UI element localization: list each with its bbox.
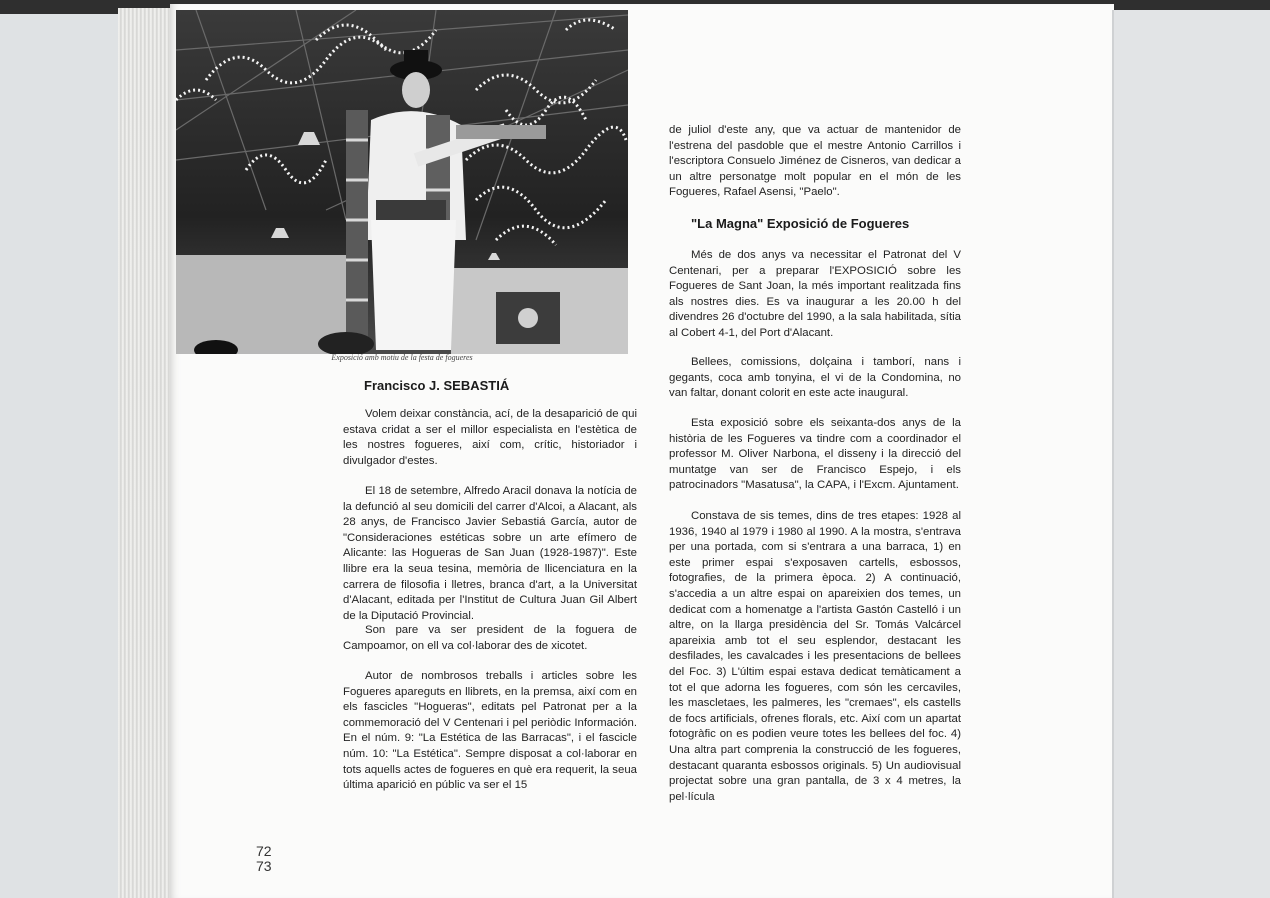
- paragraph-left-3: Son pare va ser president de la foguera de Campoamor, on ell va col·laborar des de xicotet.: [343, 624, 637, 652]
- paragraph-right-2: Bellees, comissions, dolçaina i tamborí, nans i gegants, coca amb tonyina, el vi de la Condomina, no van faltar, donant colorit en este acte inaugural.: [669, 356, 961, 400]
- photo-caption: Exposició amb motiu de la festa de fogueres: [331, 353, 473, 362]
- paragraph-left-4: Autor de nombrosos treballs i articles sobre les Fogueres apareguts en llibrets, en la premsa, així com en els fascicles "Hogueras", editats pel Patronat per a la commemoració del V Centenari i pel periòdic Información. En el núm. 9: "La Estética de las Barracas", i el fascicle núm. 10: "La Estética". Sempre disposat a col·laborar en tots aquells actes de fogueres en què era requerit, la seua última aparició en públic va ser el 15: [343, 670, 637, 792]
- paragraph-right-intro: de juliol d'este any, que va actuar de mantenidor de l'estrena del pasdoble que el mestre Antonio Carrillos i l'escriptora Consuelo Jiménez de Cisneros, van dedicar a un altre personatge molt popular en el món de les Fogueres, Rafael Asensi, "Paelo".: [669, 124, 961, 199]
- paragraph-left-2: El 18 de setembre, Alfredo Aracil donava la notícia de la defunció al seu domicili del carrer d'Alcoi, a Alacant, als 28 anys, de Francisco Javier Sebastiá García, autor de "Consideraciones estéticas sobre un arte efímero de Alicante: las Hogueras de San Juan (1928-1987)". Este llibre era la seua tesina, memòria de llicenciatura en la carrera de filosofia i lletres, branca d'art, a la Universitat d'Alacant, editada per l'Institut de Cultura Juan Gil Albert de la Diputació Provincial.: [343, 485, 637, 622]
- paragraph-right-4: Constava de sis temes, dins de tres etapes: 1928 al 1936, 1940 al 1979 i 1980 al 1990. A la mostra, s'entrava per una portada, com si s'entrara a una barraca, 1) en este primer espai s'exposaven cartells, esbossos, fotografies, de la primera època. 2) A continuació, s'accedia a un altre espai on apareixien dos temes, un dedicat com a homenatge a l'artista Gastón Castelló i un altre, on la llarga presidència del Sr. Tomás Valcárcel apareixia amb tot el seu esplendor, destacant les desfilades, les cavalcades i les presentacions de bellees del Foc. 3) L'últim espai estava dedicat temàticament a tot el que adorna les fogueres, com són les cercaviles, les mascletaes, les palmeres, les "cremaes", els castells de focs artificials, ofrenes florals, etc. Així com un apartat fotogràfic on es podien veure totes les bellees del foc. 4) Una altra part comprenia la construcció de les fogueres, destacant quaranta esbossos originals. 5) Un audiovisual projectat sobre una gran pantalla, de 3 x 4 metres, la pel·lícula: [669, 510, 961, 803]
- heading-sebastia: Francisco J. SEBASTIÁ: [364, 378, 510, 393]
- paragraph-right-3: Esta exposició sobre els seixanta-dos anys de la història de les Fogueres va tindre com a coordinador el professor M. Oliver Narbona, el disseny i la direcció del muntatge van ser de Francisco Espejo, i els patrocinadors "Masatusa", la CAPA, i l'Excm. Ajuntament.: [669, 417, 961, 492]
- exhibition-photo: [176, 10, 628, 354]
- page-number-right: 73: [256, 858, 272, 874]
- paragraph-left-1: Volem deixar constància, ací, de la desaparició de qui estava cridat a ser el millor especialista en l'estètica de les nostres fogueres, així com, crític, historiador i divulgador d'estes.: [343, 408, 637, 467]
- left-blank-page: [0, 14, 118, 898]
- book-page-edges: [118, 8, 178, 898]
- right-blank-page: [1112, 10, 1270, 898]
- paragraph-right-1: Més de dos anys va necessitar el Patronat del V Centenari, per a preparar l'EXPOSICIÓ sobre les Fogueres de Sant Joan, la més important realitzada fins als nostres dies. Es va inaugurar a les 20.00 h del divendres 26 d'octubre del 1990, a la sala habilitada, sítia al Cobert 4-1, del Port d'Alacant.: [669, 249, 961, 339]
- page-number-left: 72: [256, 843, 272, 859]
- heading-la-magna: "La Magna" Exposició de Fogueres: [691, 216, 910, 231]
